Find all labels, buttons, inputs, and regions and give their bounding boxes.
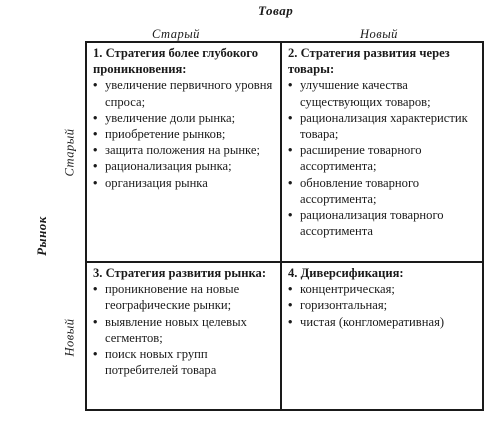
cell-market-penetration — [93, 45, 278, 191]
list-item: • выявление новых целевых сегментов; — [93, 314, 278, 346]
list-item: • расширение товарного ассортимента; — [288, 142, 480, 174]
list-item: • улучшение качества существующих товаров; — [288, 77, 480, 109]
list-item: • концентрическая; — [288, 281, 480, 297]
strategy-list — [288, 281, 480, 330]
list-item: • увеличение первичного уровня спроса; — [93, 77, 278, 109]
list-item: • увеличение доли рынка; — [93, 110, 278, 126]
strategy-list — [93, 77, 278, 190]
list-item: • приобретение рынков; — [93, 126, 278, 142]
cell-product-development — [288, 45, 480, 239]
list-item: • рационализация товарного ассортимента — [288, 207, 480, 239]
list-item: • горизонтальная; — [288, 297, 480, 313]
list-item: • рационализация рынка; — [93, 158, 278, 174]
strategy-list — [93, 281, 278, 378]
column-header-new: Новый — [360, 27, 398, 41]
list-item: • чистая (конгломеративная) — [288, 314, 480, 330]
axis-title-product: Товар — [258, 3, 294, 18]
cell-title: 1. Стратегия более глубокого проникновения: — [93, 46, 258, 77]
cell-diversification — [288, 265, 480, 330]
row-header-new: Новый — [62, 318, 77, 357]
column-header-old: Старый — [152, 27, 200, 41]
list-item: • рационализация характеристик товара; — [288, 110, 480, 142]
list-item: • проникновение на новые географические рынки; — [93, 281, 278, 313]
list-item: • поиск новых групп потребителей товара — [93, 346, 278, 378]
cell-title: 2. Стратегия развития через товары: — [288, 46, 450, 77]
row-header-old: Старый — [62, 128, 77, 177]
strategy-list — [288, 77, 480, 239]
list-item: • защита положения на рынке; — [93, 142, 278, 158]
matrix-vertical-divider — [280, 43, 282, 409]
cell-title: 3. Стратегия развития рынка: — [93, 266, 267, 280]
matrix-horizontal-divider — [87, 261, 482, 263]
list-item: • обновление товарного ассортимента; — [288, 175, 480, 207]
cell-title: 4. Диверсификация: — [288, 266, 404, 280]
strategy-matrix — [85, 41, 484, 411]
cell-market-development — [93, 265, 278, 378]
axis-title-market: Рынок — [34, 216, 49, 256]
list-item: • организация рынка — [93, 175, 278, 191]
